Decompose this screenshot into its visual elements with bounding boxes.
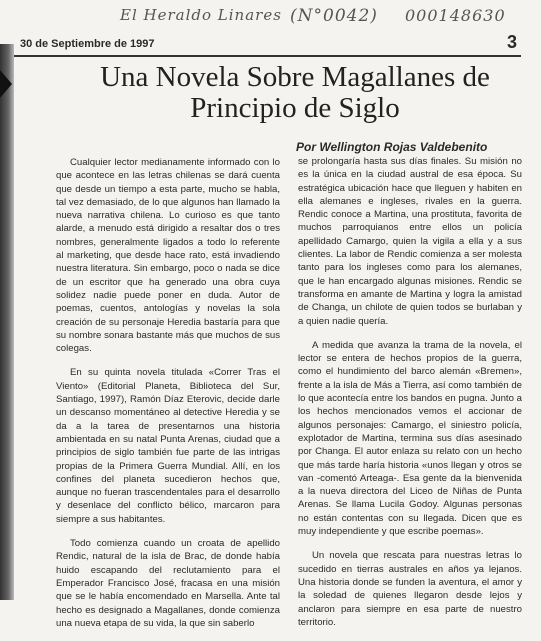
- article-column-right: [298, 155, 522, 640]
- paragraph: A medida que avanza la trama de la novela, el lector se entera de hechos propios de la guerra, como el hundimiento del barco alemán «Bremen», frente a la isla de Más a Tierra, así como también de lo que acontecía entre los bandos en pugna. Junto a los hechos mencionados vemos el accionar de algunos personajes: Camargo, el siniestro policía, explotador de Martina, termina sus días asesinado por Changa. El autor enlaza su relato con un hecho que más tarde haría historia «unos llegan y otros se van -comentó Arteaga-. Esa gente da la bienvenida a la nueva directora del Liceo de Niñas de Punta Arenas. Se llama Lucila Godoy. Algunas personas no están contentas con su llegada. Dicen que es muy independiente y que escribe poemas».: [298, 339, 522, 538]
- paragraph: Cualquier lector medianamente informado con lo que acontece en las letras chilenas se dará cuenta que desde un tiempo a esta parte, mucho se habla, tal vez demasiado, de lo que algunos han llamado la nueva narrativa chilena. Lo curioso es que tanto alarde, a menudo está dirigido a resaltar dos o tres nombres, generalmente ligados a todo lo referente al marketing, que desde hace rato, está invadiendo nuestra literatura. Sin embargo, poco o nada se dice de un escritor que ha generado una obra cuya solidez nadie puede poner en duda. Autor de poemas, cuentos, antologías y novelas la sola creación de su personaje Heredia bastaría para que su nombre sonara bastante más que muchos de sus colegas.: [56, 157, 280, 355]
- article-byline: Por Wellington Rojas Valdebenito: [296, 140, 488, 154]
- binding-arrow-icon: [0, 70, 12, 98]
- page-number: 3: [506, 32, 517, 52]
- paragraph: Todo comienza cuando un croata de apellido Rendic, natural de la isla de Brac, de donde había huido escapando del reclutamiento para el Emperador Francisco José, fracasa en una misión que se le había encomendado en Marsella. Ante tal hecho es designado a Magallanes, donde comienza una nueva etapa de su vida, la que sin saberlo: [56, 538, 280, 629]
- paragraph: Un novela que rescata para nuestras letras lo sucedido en tierras australes en años ya lejanos. Una historia donde se funden la aventura, el amor y la soledad de quienes llegaron desde lejos y anclaron para siempre en esa parte de nuestro territorio.: [298, 550, 522, 628]
- article-column-left: [56, 156, 280, 641]
- paragraph: En su quinta novela titulada «Correr Tras el Viento» (Editorial Planeta, Biblioteca del Sur, Santiago, 1997), Ramón Díaz Eterovic, decide darle un descanso momentáneo al detective Heredia y se da a la tarea de presentarnos una historia ambientada en su natal Punta Arenas, ciudad que a principios de siglo también fue parte de las intrigas propias de la Primera Guerra Mundial. Allí, en los confines del planeta sucedieron hechos que, aunque no fueran trascendentales para el desarrollo y desenlace del conflicto bélico, marcaron para siempre a sus habitantes.: [56, 367, 280, 525]
- handwritten-code: 000148630: [405, 6, 506, 25]
- issue-date: 30 de Septiembre de 1997: [20, 38, 155, 50]
- handwritten-newspaper-name: El Heraldo Linares: [120, 6, 282, 24]
- scan-binding-edge: [0, 44, 14, 600]
- handwritten-mark: (N°0042): [290, 6, 378, 26]
- article-title: Una Novela Sobre Magallanes de Principio de Siglo: [100, 61, 490, 124]
- paragraph: se prolongaría hasta sus días finales. Su misión no es la única en la ciudad austral de esa época. Su estratégica ubicación hace que lleguen y habiten en ella alemanes e ingleses, rivales en la guerra. Rendic conoce a Martina, una prostituta, favorita de muchos parroquianos entre ellos un policía apellidado Camargo, quien la vigila a ella y a sus clientes. La labor de Rendic comienza a ser molesta tanto para los ingleses como para los alemanes, que le han encargado algunas misiones. Rendic se transforma en amante de Martina y logra la amistad de Changa, un chilote de quien todos se burlaban y a quien nadie quería.: [298, 156, 522, 327]
